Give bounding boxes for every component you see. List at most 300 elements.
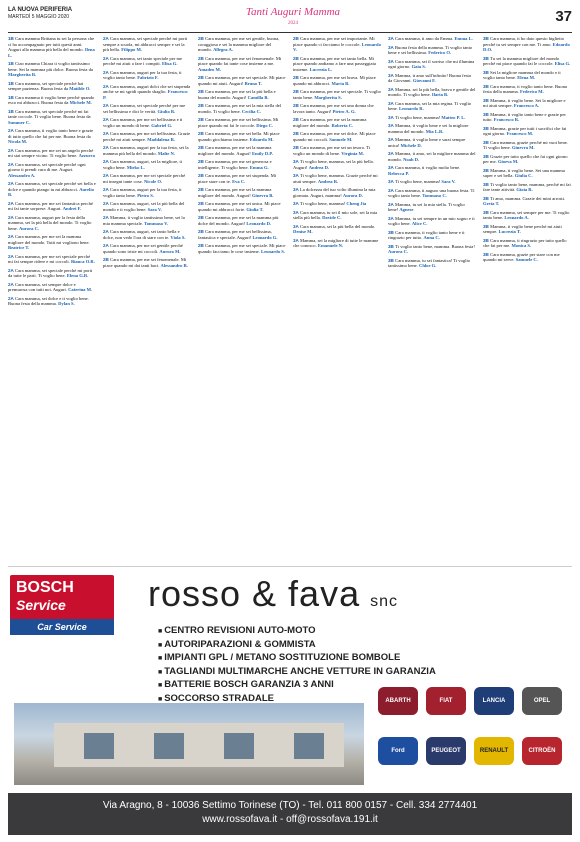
message-item: [293, 238, 381, 249]
message-text: Cara mamma, per me sei generosa e intelligente. Ti voglio bene.: [198, 159, 272, 170]
message-item: [8, 162, 96, 179]
messages-column-1: [8, 36, 96, 566]
message-text: Ti voglio bene, mamma. Grazie perché mi aiuti sempre.: [293, 173, 378, 184]
message-text: Cara mamma, per me sei dolce. Mi piace quando mi coccoli.: [293, 131, 376, 142]
message-text: Cara mamma, ti auguro una buona festa. Ti voglio tanto bene.: [388, 187, 475, 198]
message-signature: Fabrizio F.: [137, 75, 159, 80]
message-class: 3B: [483, 83, 491, 89]
message-item: [293, 201, 381, 207]
message-signature: Elisa G.: [554, 61, 571, 66]
message-item: [103, 145, 191, 156]
message-text: Cara mamma, sei speciale perché mi porti sempre a scuola, mi abbracci sempre e sei la più bella.: [103, 36, 188, 52]
message-signature: Gaia S.: [411, 64, 426, 69]
message-signature: Summer C.: [8, 119, 31, 125]
message-item: [483, 36, 571, 53]
message-class: 2A: [103, 159, 110, 164]
message-class: 3A: [388, 44, 395, 50]
message-text: Cara mamma, per me sei bellissima. Mi piace quando mi fai le coccole.: [198, 117, 279, 128]
message-item: [293, 117, 381, 128]
message-class: 3B: [483, 167, 491, 173]
message-signature: Samuele C.: [515, 257, 538, 262]
brand-logo-abarth: ABARTH: [378, 687, 418, 715]
message-text: Ti voglio tanto bene, mamma, perché mi fai fare tante attività.: [483, 181, 571, 192]
message-signature: Samuele M.: [329, 136, 353, 142]
message-text: Cara mamma, per me sei fenomenale. Mi piace quando fai tante cose insieme a me.: [198, 55, 282, 66]
message-text: Ti voglio bene, mamma!: [394, 179, 442, 184]
message-text: Cara mamma, auguri, sei la migliore, ti voglio bene.: [103, 159, 183, 170]
message-class: 2A: [8, 267, 15, 273]
message-text: Cara mamma, per me sei la mamma migliore del mondo. Auguri!: [198, 187, 272, 198]
message-item: [103, 187, 191, 198]
message-text: Mamma, sei la più bella, brava e gentile del mondo. Ti voglio bene.: [388, 86, 476, 97]
message-class: 2B: [198, 75, 206, 80]
service-item: ■ BATTERIE BOSCH GARANZIA 3 ANNI: [158, 679, 436, 693]
message-item: [103, 215, 191, 226]
message-item: [388, 87, 476, 98]
message-class: 2B: [198, 229, 206, 234]
message-class: 2A: [103, 103, 110, 108]
garage-photo: [14, 703, 364, 785]
message-item: [103, 159, 191, 170]
message-class: 3B: [483, 251, 491, 257]
message-class: 2A: [103, 117, 110, 122]
brand-logo-fiat: FIAT: [426, 687, 466, 715]
message-class: 3B: [483, 195, 491, 201]
message-class: 3A: [388, 179, 395, 184]
service-item: ■ SOCCORSO STRADALE: [158, 693, 436, 707]
message-text: Cara mamma, ti voglio tanto bene e grazie di tutto quello che fai per me. Buona festa da: [8, 128, 94, 139]
message-text: Cara mamma, per me sei la mamma più dolce del mondo. Auguri!: [198, 215, 279, 226]
messages-column-5: [388, 36, 476, 566]
message-class: 3A: [293, 159, 300, 164]
message-text: Cara mamma, auguri per la tua festa, sei la mamma più bella del mondo.: [103, 145, 189, 156]
message-item: [293, 131, 381, 142]
message-item: [483, 252, 571, 263]
message-item: [198, 89, 286, 100]
message-signature: Chloe G.: [419, 263, 437, 268]
message-signature: Rebecca P.: [388, 170, 410, 176]
message-signature: Emily D.P.: [251, 150, 273, 156]
message-signature: Aurelio B.: [8, 186, 94, 197]
message-class: 2A: [103, 187, 110, 192]
message-signature: Denise M.: [293, 229, 313, 234]
message-signature: Mia L.R.: [425, 128, 444, 134]
message-signature: Leonardo R.: [398, 106, 424, 111]
message-text: Cara mamma, sei tanto speciale per me perché mi aiuti a fare i compiti.: [103, 55, 183, 66]
message-signature: Andrea D.: [308, 164, 330, 170]
message-text: Buona festa della mamma. Ti voglio tanto bene e sei bellissima.: [388, 44, 473, 55]
logo-year: 2024: [288, 21, 298, 26]
message-text: Cara mamma, per me sei un tesoro. Ti voglio un mondo di bene.: [293, 145, 371, 156]
message-item: [198, 173, 286, 184]
message-signature: Tommaso V.: [144, 220, 168, 226]
message-class: 2A: [103, 145, 110, 150]
message-signature: Ilaria B.: [431, 92, 449, 97]
message-class: 1B: [8, 36, 16, 41]
message-class: 2A: [8, 234, 15, 239]
message-class: 2A: [103, 173, 110, 178]
message-signature: Eva C.: [232, 178, 246, 184]
message-class: 3A: [388, 151, 395, 156]
message-text: Cara mamma, auguri, sei la più bella del mondo e ti voglio bene.: [103, 201, 185, 212]
brand-title: rosso & fava: [148, 573, 361, 614]
message-signature: Caterina M.: [68, 287, 93, 292]
message-item: [103, 84, 191, 101]
brand-logo-opel: OPEL: [522, 687, 562, 715]
message-text: Cara mamma, grazie perché mi vuoi bene. Ti voglio bene.: [483, 139, 568, 150]
message-text: Cara mamma, per me sei la più bella e buona del mondo. Auguri!: [198, 89, 276, 100]
message-item: [483, 112, 571, 123]
message-class: 2A: [8, 161, 15, 167]
message-class: 3B: [388, 229, 396, 235]
message-text: Cara mamma ti voglio bene perché quando esco mi abbracci. Buona festa da: [8, 94, 95, 105]
message-item: [483, 196, 571, 207]
brand-logo-lancia: LANCIA: [474, 687, 514, 715]
message-text: Cara mamma, per me sei speciale. Mi piace quando mi aiuti. Auguri!: [198, 75, 286, 86]
message-text: Mamma, tu sei la mia stella. Ti voglio bene!: [388, 201, 465, 212]
message-item: [103, 103, 191, 114]
message-text: Mamma, ti amo, sei la migliore mamma del mondo.: [388, 151, 476, 162]
message-text: Cara mamma, per me sei speciale. Mi piace quando facciamo le cose insieme.: [198, 243, 286, 254]
message-signature: Ilena L.: [8, 47, 95, 58]
message-signature: Leonardo A.: [504, 215, 529, 220]
message-class: 3A: [293, 201, 300, 206]
message-signature: Azzurra: [78, 153, 95, 158]
message-text: Cara mamma, auguri per la tua festa, ti voglio tanto bene.: [103, 187, 182, 198]
message-class: 3B: [388, 257, 396, 263]
message-item: [388, 244, 476, 255]
message-text: Cara mamma, sei sempre dolce e premurosa con tutti noi. Auguri.: [8, 281, 76, 292]
message-item: [293, 103, 381, 114]
message-signature: Francesco R.: [493, 117, 520, 122]
message-item: [198, 117, 286, 128]
message-item: [8, 128, 96, 145]
message-signature: Aurora C.: [388, 249, 409, 254]
message-signature: Leonardo S.: [261, 248, 286, 254]
message-class: 2A: [8, 128, 15, 133]
messages-column-3: [198, 36, 286, 566]
publication-info: [8, 7, 72, 21]
message-text: Cara mamma, sei il sorriso che mi illumina ogni giorno.: [388, 58, 475, 69]
message-signature: Viola S.: [170, 234, 186, 240]
message-text: Mamma, ti voglio bene. Sei una mamma super e sei bella.: [483, 167, 565, 178]
message-text: Cara mamma, ti amo da Emma.: [394, 36, 455, 41]
message-text: Mamma, tu sei sempre in un mio sogno e ti voglio bene.: [388, 215, 475, 226]
message-item: [198, 243, 286, 254]
message-class: 2A: [8, 181, 15, 186]
message-signature: Andrea R.: [317, 178, 339, 184]
message-class: 2B: [293, 103, 301, 108]
message-signature: Matteo P. L.: [441, 114, 466, 120]
message-class: 2B: [293, 145, 301, 150]
message-text: Cara mamma, per me sei brava. Mi piace quando mi abbracci.: [293, 75, 376, 86]
message-item: [388, 137, 476, 148]
message-text: Cara mamma, per me sei gentile, buona, coraggiosa e sei la mamma migliore del mondo.: [198, 36, 280, 52]
message-text: Cara mamma, sei sempre per me. Ti voglio tanto bene.: [483, 209, 570, 220]
message-signature: Lucrezia L.: [309, 66, 333, 72]
message-class: 2B: [198, 55, 206, 61]
message-item: [483, 70, 571, 81]
messages-column-4: [293, 36, 381, 566]
message-text: Cara mamma, grazie per stare con me quando mi serve.: [483, 251, 560, 262]
message-item: [103, 70, 191, 81]
message-text: Mamma, ti voglio tantissimo bene, sei la mia mamma speciale.: [103, 215, 185, 226]
message-signature: Cheng Jia: [346, 201, 367, 206]
message-text: Mamma, ti voglio bene perché mi aiuti sempre.: [483, 223, 562, 234]
message-signature: Elena G.R.: [66, 273, 89, 278]
message-item: [8, 282, 96, 293]
message-text: Cara mamma, ti voglio tanto bene e ti ringrazio per tutto.: [388, 229, 465, 240]
message-signature: Emma G.: [249, 164, 269, 170]
message-signature: Michele D.: [400, 142, 422, 148]
message-signature: Bianca O.R.: [71, 259, 95, 264]
message-text: Cara mamma, per me sei speciale perché mi fai sempre ridere e mi coccoli.: [8, 253, 91, 264]
message-signature: Gioeva M.: [497, 159, 519, 164]
message-text: Cara mamma, ti voglio molto bene.: [394, 165, 461, 170]
message-class: 2A: [103, 36, 110, 41]
mother-day-logo: [233, 7, 353, 29]
message-text: Cara mamma, per me sei fenomenale. Mi piace quando mi dai tanti baci.: [103, 257, 187, 268]
message-text: Cara mamma, tu sei il mio sole, sei la mia stella più bella.: [293, 209, 378, 220]
message-class: 3A: [388, 72, 395, 78]
message-item: [8, 148, 96, 159]
message-signature: Ginevra M.: [511, 145, 535, 150]
garage-door: [154, 733, 184, 759]
brand-logo-citroen: CITROËN: [522, 737, 562, 765]
message-signature: Alice C.: [411, 221, 428, 226]
message-class: 3B: [483, 153, 491, 159]
brand-logo-peugeot: PEUGEOT: [426, 737, 466, 765]
message-signature: Gabriel G.: [151, 122, 173, 128]
service-item: ■ TAGLIANDI MULTIMARCHE ANCHE VETTURE IN GARANZIA: [158, 666, 436, 680]
message-text: Cara mamma, auguri per la tua festa, ti voglio tanto bene.: [103, 69, 182, 80]
message-item: [103, 173, 191, 184]
message-class: 2B: [198, 243, 206, 248]
message-text: Tu sei la mamma migliore del mondo perché mi piace quando fai le coccole.: [483, 55, 560, 66]
message-class: 2A: [8, 200, 15, 206]
message-item: [388, 59, 476, 70]
bosch-car-service: Car Service: [10, 619, 114, 635]
message-class: 3A: [388, 100, 395, 106]
message-signature: Monica S.: [511, 243, 532, 248]
message-text: Cara mamma, per me sei bellissima. Grazie perché mi aiuti sempre.: [103, 131, 191, 142]
message-item: [8, 296, 96, 307]
message-signature: Margherita S.: [314, 94, 342, 100]
message-item: [8, 254, 96, 265]
message-signature: Gioia R.: [516, 187, 533, 192]
message-class: 3B: [483, 55, 491, 61]
message-signature: Agnese: [399, 207, 414, 212]
message-text: Cara mamma, per me sei stupenda. Mi piace stare con te.: [198, 173, 277, 184]
message-class: 3A: [388, 165, 395, 170]
message-item: [198, 215, 286, 226]
message-item: [8, 234, 96, 251]
message-class: 2A: [103, 69, 110, 75]
message-text: Cara mamma, per me sei un angelo perché mi stai sempre vicino. Ti voglio bene.: [8, 147, 94, 158]
message-class: 3B: [483, 209, 491, 215]
message-class: 3A: [388, 114, 395, 120]
bosch-service-logo: [10, 575, 114, 635]
message-class: 2A: [103, 201, 110, 206]
message-signature: Allegra A.: [213, 47, 233, 52]
message-item: [483, 140, 571, 151]
message-text: Mamma, ti voglio bene. Sei la migliore e mi aiuti sempre.: [483, 97, 566, 108]
message-item: [293, 210, 381, 221]
message-signature: Pietro S.: [137, 192, 154, 198]
message-text: Grazie per tutto quello che fai ogni giorno per me.: [483, 153, 568, 164]
message-text: Mamma, ti voglio bene e sarai sempre unica!: [388, 137, 466, 148]
message-text: Ti voglio bene, mamma, sei la più bella. Auguri!: [293, 159, 374, 170]
message-item: [293, 187, 381, 198]
message-class: 2A: [8, 147, 15, 153]
message-signature: Camilla B.: [247, 94, 269, 100]
message-item: [483, 182, 571, 193]
message-text: Cara mamma, sei speciale perché mi fai tante coccole. Ti voglio bene. Buona festa da: [8, 108, 91, 119]
message-class: 2A: [103, 229, 110, 234]
message-item: [388, 123, 476, 134]
message-signature: Aurora M.: [159, 248, 181, 254]
message-signature: Aurora C.: [18, 225, 40, 231]
message-text: Cara mamma, per me sei bellissima e ti voglio un mondo di bene.: [103, 117, 183, 128]
message-class: 2B: [198, 215, 206, 220]
message-item: [293, 89, 381, 100]
message-signature: Sara V.: [147, 206, 162, 212]
message-class: 1B: [8, 94, 16, 100]
message-text: Cara mamma, sei speciale perché hai sempre pazienza. Buona festa da: [8, 80, 84, 91]
message-item: [388, 36, 476, 42]
message-class: 2B: [293, 36, 301, 41]
message-signature: Filippo M.: [121, 47, 142, 52]
message-text: Mamma, grazie per tutti i sacrifici che fai ogni giorno.: [483, 125, 567, 136]
messages-columns: [8, 36, 574, 566]
message-text: Ti voglio bene, mamma!: [299, 201, 347, 206]
message-signature: Alessandro R.: [160, 262, 189, 268]
message-class: 2B: [198, 187, 206, 192]
message-class: 2B: [198, 36, 206, 41]
message-class: 1B: [8, 108, 16, 114]
publication-date: MARTEDÌ 5 MAGGIO 2020: [8, 14, 70, 20]
message-item: [483, 238, 571, 249]
message-class: 3A: [388, 58, 395, 64]
message-item: [293, 173, 381, 184]
message-text: Mamma, sei la migliore di tutte le mamme che conosco.: [293, 237, 379, 248]
message-item: [103, 117, 191, 128]
message-item: [8, 268, 96, 279]
message-class: 3B: [483, 97, 491, 103]
message-signature: Dylan S.: [58, 301, 75, 306]
advertisement: [8, 566, 572, 837]
message-item: [103, 229, 191, 240]
message-item: [293, 75, 381, 86]
message-item: [198, 131, 286, 142]
brand-logo-renault: RENAULT: [474, 737, 514, 765]
message-class: 2A: [103, 215, 110, 220]
message-class: 3A: [293, 187, 300, 192]
message-text: Cara mamma, per me sei bella. Mi piace quando giochiamo insieme.: [198, 131, 280, 142]
message-item: [198, 36, 286, 53]
message-class: 2A: [103, 131, 110, 136]
message-text: Cara mamma, per me sei la mamma migliore del mondo.: [293, 117, 367, 128]
message-item: [483, 98, 571, 109]
message-text: Ciao mamma Chiara ti voglio tantissimo bene. Sei la mamma più dolce. Buona festa da: [8, 61, 93, 72]
message-signature: Giulia C.: [514, 173, 533, 178]
message-text: La dolcezza del tuo volto illumina la mia giornata. Auguri, mamma!: [293, 187, 376, 198]
message-text: Ti amo, mamma. Grazie dei mini arrosti.: [490, 195, 566, 201]
message-item: [483, 126, 571, 137]
message-signature: Giulio B.: [157, 108, 176, 114]
message-item: [8, 201, 96, 212]
message-item: [198, 103, 286, 114]
message-class: 3A: [388, 123, 395, 128]
message-item: [198, 159, 286, 170]
message-signature: Edoardo D.O.: [483, 41, 570, 52]
message-class: 1B: [8, 80, 16, 86]
message-item: [198, 229, 286, 240]
message-item: [388, 151, 476, 162]
message-signature: Nicole O.: [143, 178, 163, 184]
message-signature: Diego C.: [256, 122, 274, 128]
brand-suffix: snc: [370, 593, 398, 610]
message-signature: Noah D.: [403, 156, 420, 162]
message-signature: Elisa G.: [161, 61, 178, 66]
message-item: [388, 188, 476, 199]
message-signature: Beatrice T.: [8, 245, 30, 250]
message-signature: Davide C.: [322, 215, 342, 220]
page-number: 37: [555, 8, 572, 25]
message-text: Ti voglio tanto bene, mamma. Buona festa!: [395, 243, 475, 249]
message-class: 2A: [8, 253, 15, 259]
message-class: 3A: [388, 201, 395, 207]
message-class: 3B: [483, 181, 491, 187]
message-class: 3B: [483, 139, 491, 145]
message-class: 2B: [293, 89, 301, 94]
message-item: [103, 257, 191, 268]
message-class: 1B: [8, 61, 16, 66]
message-text: Cara mamma, ti ho dato questo biglietto perché tu sei sempre con me. Ti amo.: [483, 36, 565, 47]
message-text: Cara mamma Brittana tu sei la persona che ci ha accompagnato per tutti questi anni. Auguri alla mamma più bella del mondo.: [8, 36, 95, 52]
message-class: 2A: [8, 214, 15, 220]
message-signature: Leonardo D.: [246, 220, 272, 226]
message-signature: Bruno T.: [244, 80, 263, 86]
message-class: 2B: [103, 257, 111, 262]
message-signature: Matilde O.: [69, 86, 91, 91]
message-signature: Greta T.: [483, 201, 500, 206]
message-class: 3B: [483, 36, 491, 41]
message-signature: Nicola M.: [8, 139, 28, 144]
message-class: 2B: [293, 117, 301, 122]
message-item: [483, 84, 571, 95]
message-class: 3A: [388, 86, 395, 92]
message-signature: Cecilia C.: [241, 108, 262, 114]
message-class: 3A: [388, 187, 395, 193]
message-text: Sei la migliore mamma del mondo e ti voglio tanto bene.: [483, 69, 561, 80]
message-item: [388, 202, 476, 213]
message-item: [293, 145, 381, 156]
message-class: 2B: [198, 89, 206, 94]
message-class: 3B: [483, 69, 491, 75]
message-item: [483, 224, 571, 235]
message-item: [198, 201, 286, 212]
message-text: Cara mamma, sei speciale perché sei bella e dolce e quando piango tu mi abbracci.: [8, 181, 96, 192]
message-item: [388, 179, 476, 185]
message-class: 2B: [198, 131, 206, 136]
message-signature: Giovanni F.: [412, 78, 436, 83]
message-signature: Aurora D.: [342, 192, 363, 198]
message-item: [483, 56, 571, 67]
message-text: Cara mamma, sei speciale perché mi porti da tutte le parti. Ti voglio bene.: [8, 267, 93, 278]
message-text: Cara mamma, per me sei fantastica perché mi fai tante sorprese. Auguri.: [8, 200, 93, 211]
message-item: [483, 210, 571, 221]
